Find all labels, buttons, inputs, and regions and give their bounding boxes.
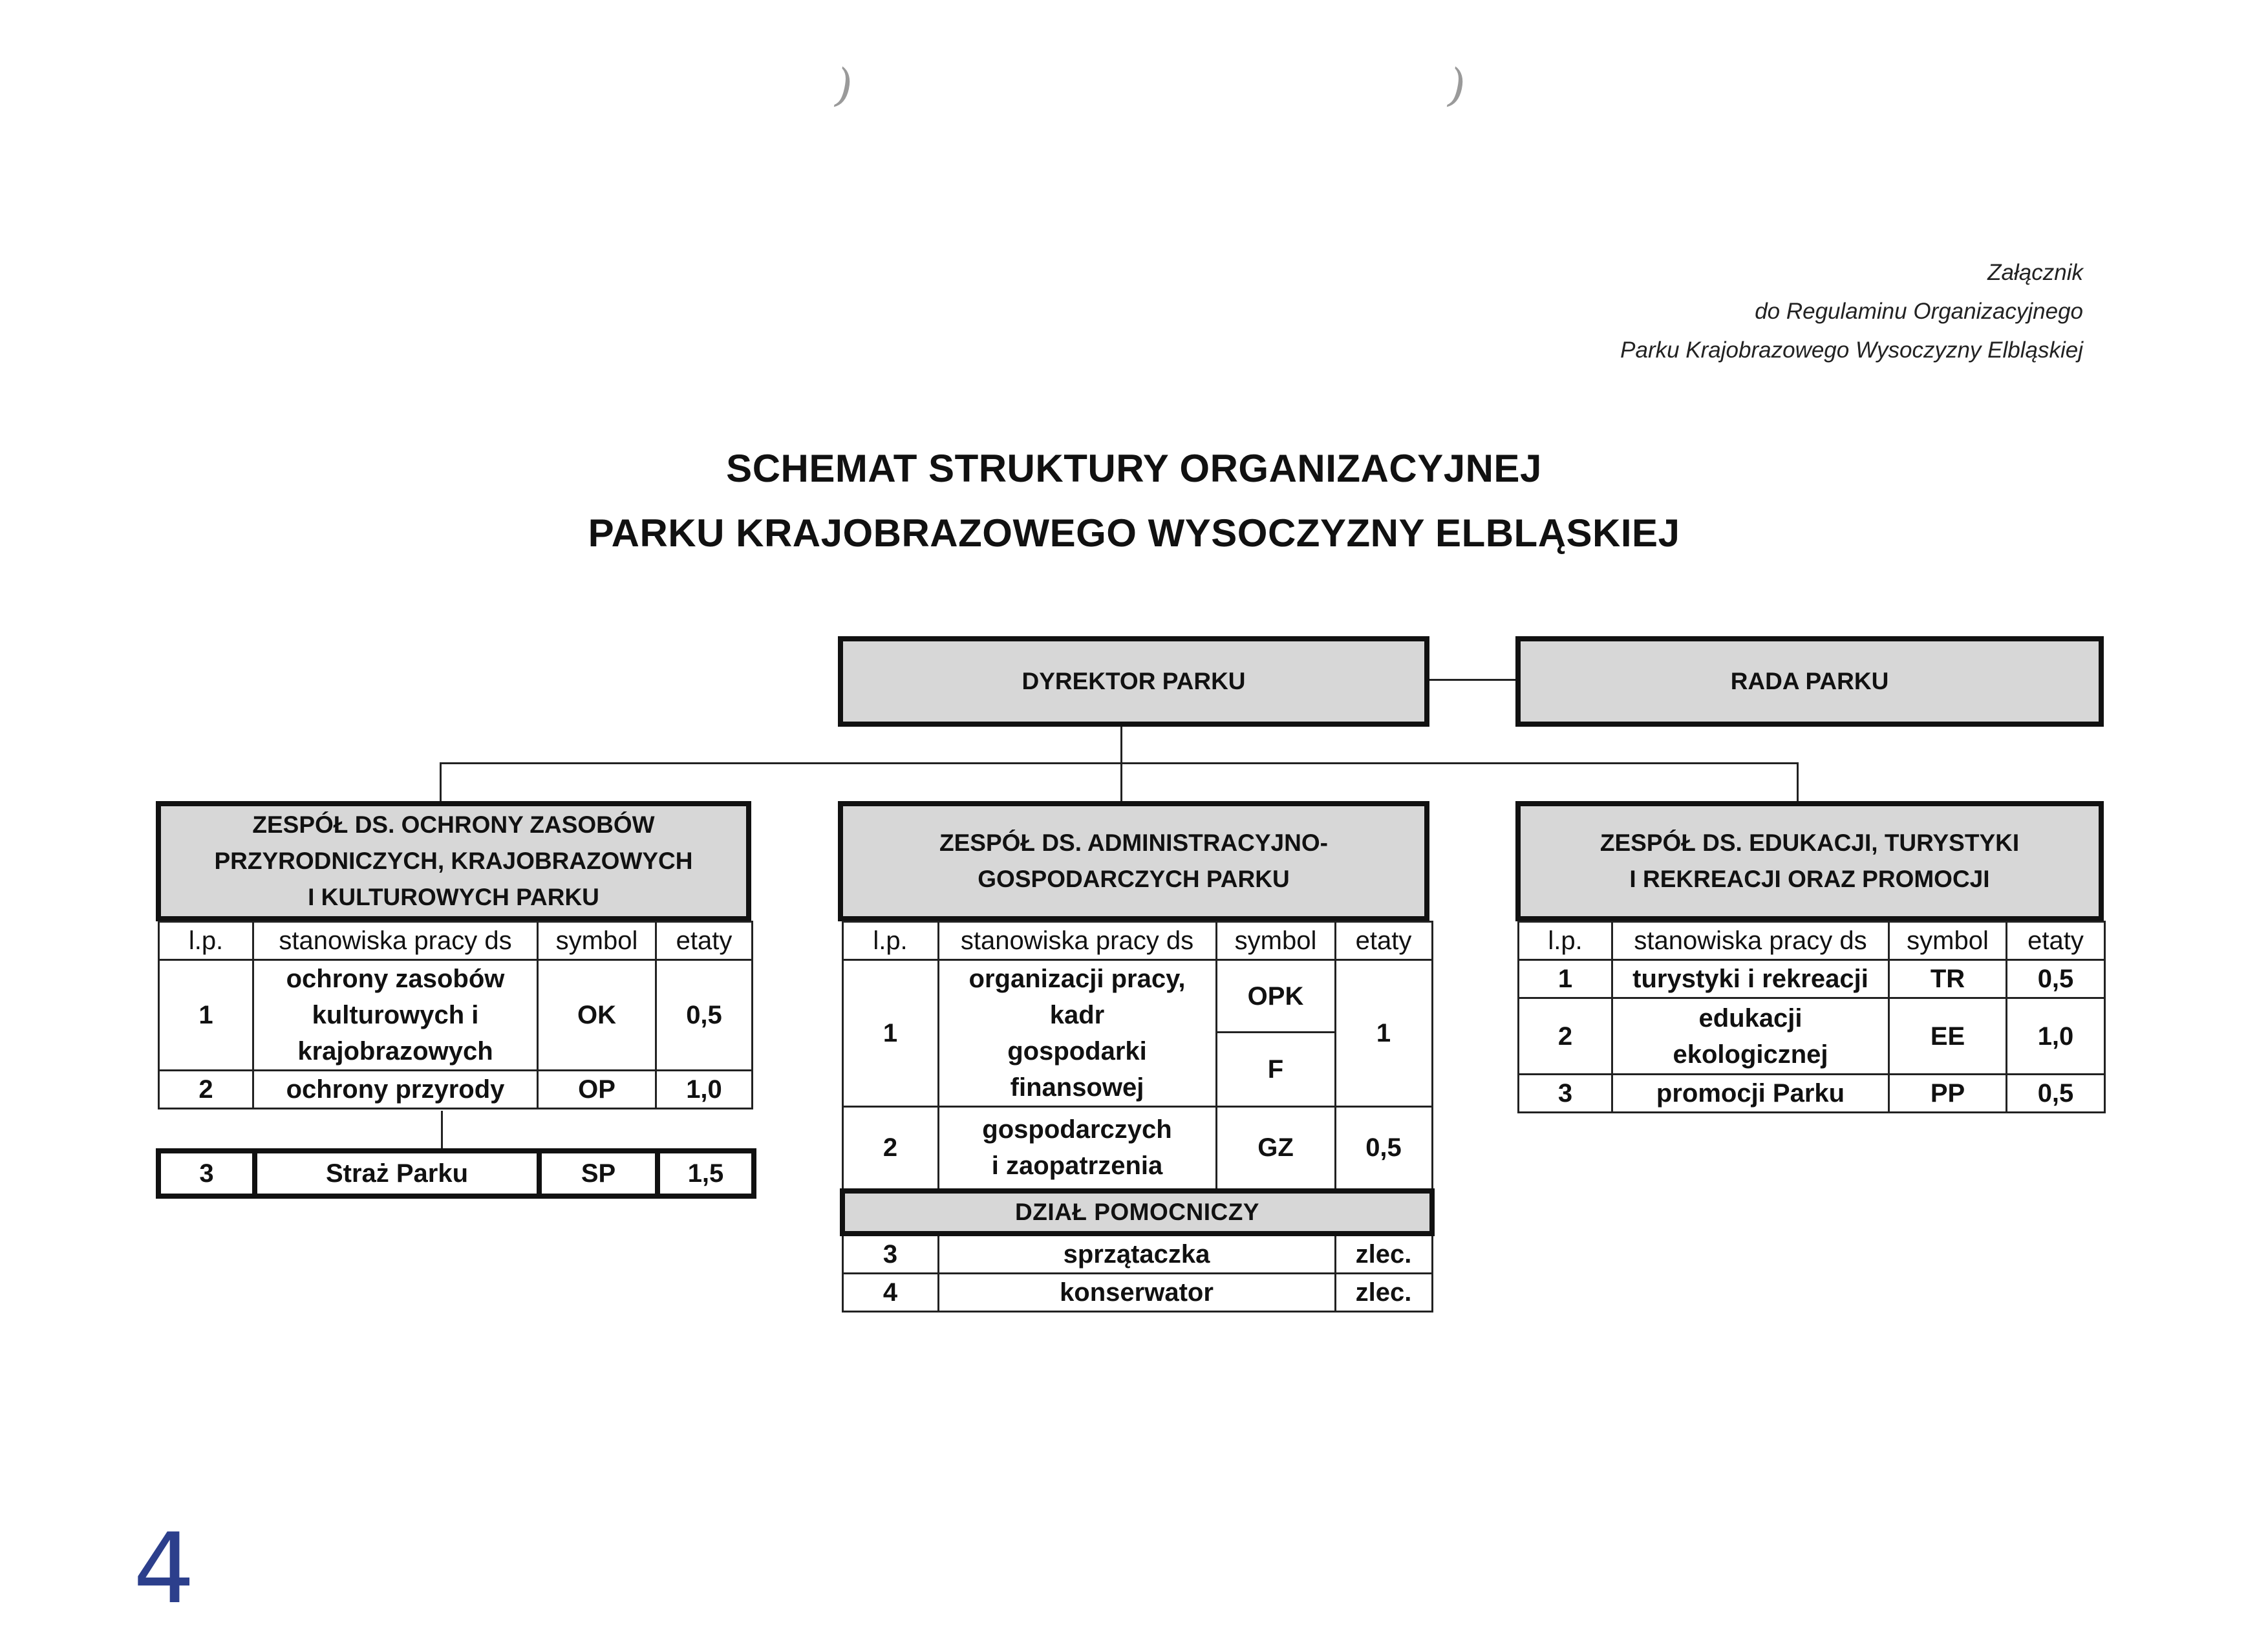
table-row bbox=[842, 1273, 1432, 1311]
teams-horizontal-connector bbox=[440, 762, 1799, 764]
row-position-line: ochrony zasobów bbox=[286, 965, 505, 993]
row-position-line: i zaopatrzenia bbox=[991, 1152, 1163, 1181]
row-position: sprzątaczka bbox=[938, 1234, 1335, 1274]
header-position: stanowiska pracy ds bbox=[1612, 922, 1889, 960]
header-lp: l.p. bbox=[1519, 922, 1612, 960]
page-title-line-2: PARKU KRAJOBRAZOWEGO WYSOCZYZNY ELBLĄSKIEJ bbox=[588, 511, 1680, 555]
row-etaty: zlec. bbox=[1335, 1273, 1432, 1311]
row-position: konserwator bbox=[938, 1273, 1335, 1311]
council-label: RADA PARKU bbox=[1730, 668, 1889, 694]
nature-team-table bbox=[158, 921, 753, 1109]
table-row bbox=[842, 960, 1432, 1033]
row-symbol: GZ bbox=[1216, 1107, 1335, 1191]
table-header-row bbox=[159, 922, 753, 960]
row-position-line: finansowej bbox=[1010, 1073, 1144, 1102]
row-symbol: PP bbox=[1889, 1075, 2007, 1113]
director-council-connector bbox=[1429, 679, 1516, 681]
row-symbol: SP bbox=[539, 1151, 658, 1196]
row-position: Straż Parku bbox=[255, 1151, 539, 1196]
hole-mark-right: ) bbox=[1442, 58, 1471, 114]
row-symbol: TR bbox=[1889, 960, 2007, 998]
row-etaty: 0,5 bbox=[1335, 1107, 1432, 1191]
education-team-box bbox=[1515, 801, 2104, 921]
park-guard-table bbox=[156, 1148, 756, 1199]
table-row bbox=[842, 1107, 1432, 1191]
row-position bbox=[938, 960, 1216, 1107]
row-lp: 3 bbox=[1519, 1075, 1612, 1113]
admin-team-title-line-2: GOSPODARCZYCH PARKU bbox=[978, 866, 1290, 892]
attachment-line-1: Załącznik bbox=[1987, 260, 2083, 285]
header-position: stanowiska pracy ds bbox=[938, 922, 1216, 960]
table-row bbox=[1519, 960, 2105, 998]
table-row bbox=[159, 1071, 753, 1109]
row-position: turystyki i rekreacji bbox=[1612, 960, 1889, 998]
director-box bbox=[838, 636, 1429, 727]
row-position-line: gospodarczych bbox=[982, 1115, 1172, 1144]
row-position-line: kulturowych i bbox=[312, 1001, 479, 1029]
row-lp: 2 bbox=[1519, 998, 1612, 1075]
row-symbol: OPK bbox=[1216, 960, 1335, 1033]
header-lp: l.p. bbox=[842, 922, 938, 960]
council-box bbox=[1515, 636, 2104, 727]
row-position bbox=[1612, 998, 1889, 1075]
nature-team-title-line-2: PRZYRODNICZYCH, KRAJOBRAZOWYCH bbox=[214, 848, 693, 874]
row-lp: 3 bbox=[158, 1151, 255, 1196]
row-etaty: 0,5 bbox=[2007, 1075, 2105, 1113]
table-header-row bbox=[1519, 922, 2105, 960]
row-lp: 2 bbox=[842, 1107, 938, 1191]
row-lp: 3 bbox=[842, 1234, 938, 1274]
education-team-title-line-1: ZESPÓŁ DS. EDUKACJI, TURYSTYKI bbox=[1599, 830, 2020, 856]
team-left-connector bbox=[440, 762, 442, 802]
header-lp: l.p. bbox=[159, 922, 253, 960]
guard-connector bbox=[441, 1111, 443, 1148]
table-row bbox=[158, 1151, 754, 1196]
support-section-row bbox=[842, 1191, 1432, 1234]
table-row bbox=[159, 960, 753, 1071]
row-etaty: 1 bbox=[1335, 960, 1432, 1107]
row-position bbox=[938, 1107, 1216, 1191]
header-symbol: symbol bbox=[538, 922, 656, 960]
row-position-line: organizacji pracy, bbox=[968, 965, 1186, 993]
director-label: DYREKTOR PARKU bbox=[1022, 668, 1246, 694]
table-row bbox=[1519, 1075, 2105, 1113]
admin-team-box bbox=[838, 801, 1429, 921]
row-lp: 1 bbox=[159, 960, 253, 1071]
attachment-line-3: Parku Krajobrazowego Wysoczyzny Elbląskiej bbox=[1620, 338, 2083, 363]
row-symbol: F bbox=[1216, 1033, 1335, 1107]
education-team-table bbox=[1517, 921, 2106, 1113]
row-lp: 4 bbox=[842, 1273, 938, 1311]
table-header-row bbox=[842, 922, 1432, 960]
header-symbol: symbol bbox=[1889, 922, 2007, 960]
row-symbol: OP bbox=[538, 1071, 656, 1109]
row-lp: 1 bbox=[842, 960, 938, 1107]
education-team-title-line-2: I REKREACJI ORAZ PROMOCJI bbox=[1629, 866, 1990, 892]
row-etaty: zlec. bbox=[1335, 1234, 1432, 1274]
header-symbol: symbol bbox=[1216, 922, 1335, 960]
nature-team-title-line-3: I KULTUROWYCH PARKU bbox=[308, 884, 599, 910]
header-etaty: etaty bbox=[2007, 922, 2105, 960]
nature-team-box bbox=[156, 801, 751, 921]
row-symbol: OK bbox=[538, 960, 656, 1071]
row-position-line: krajobrazowych bbox=[297, 1037, 493, 1066]
row-position-line: ekologicznej bbox=[1673, 1040, 1828, 1069]
team-right-connector bbox=[1797, 762, 1799, 802]
row-lp: 2 bbox=[159, 1071, 253, 1109]
row-position bbox=[253, 960, 538, 1071]
page-title-line-1: SCHEMAT STRUKTURY ORGANIZACYJNEJ bbox=[726, 447, 1542, 490]
row-lp: 1 bbox=[1519, 960, 1612, 998]
hole-mark-left: ) bbox=[829, 58, 859, 114]
row-etaty: 1,0 bbox=[2007, 998, 2105, 1075]
attachment-note bbox=[1620, 253, 2083, 370]
table-row bbox=[842, 1234, 1432, 1274]
attachment-line-2: do Regulaminu Organizacyjnego bbox=[1755, 299, 2083, 324]
row-symbol: EE bbox=[1889, 998, 2007, 1075]
header-position: stanowiska pracy ds bbox=[253, 922, 538, 960]
nature-team-title-line-1: ZESPÓŁ DS. OCHRONY ZASOBÓW bbox=[252, 811, 655, 838]
row-position: promocji Parku bbox=[1612, 1075, 1889, 1113]
header-etaty: etaty bbox=[1335, 922, 1432, 960]
admin-team-table bbox=[840, 921, 1435, 1312]
header-etaty: etaty bbox=[656, 922, 753, 960]
row-position-line: gospodarki bbox=[1007, 1037, 1147, 1066]
support-section-title: DZIAŁ POMOCNICZY bbox=[842, 1191, 1432, 1234]
handwritten-page-number: 4 bbox=[133, 1513, 195, 1625]
table-row bbox=[1519, 998, 2105, 1075]
row-position-line: edukacji bbox=[1698, 1003, 1803, 1033]
row-position-line: kadr bbox=[1049, 1001, 1105, 1029]
row-etaty: 0,5 bbox=[2007, 960, 2105, 998]
row-position: ochrony przyrody bbox=[253, 1071, 538, 1109]
row-etaty: 1,0 bbox=[656, 1071, 753, 1109]
row-etaty: 0,5 bbox=[656, 960, 753, 1071]
row-etaty: 1,5 bbox=[658, 1151, 754, 1196]
admin-team-title-line-1: ZESPÓŁ DS. ADMINISTRACYJNO- bbox=[939, 830, 1328, 856]
